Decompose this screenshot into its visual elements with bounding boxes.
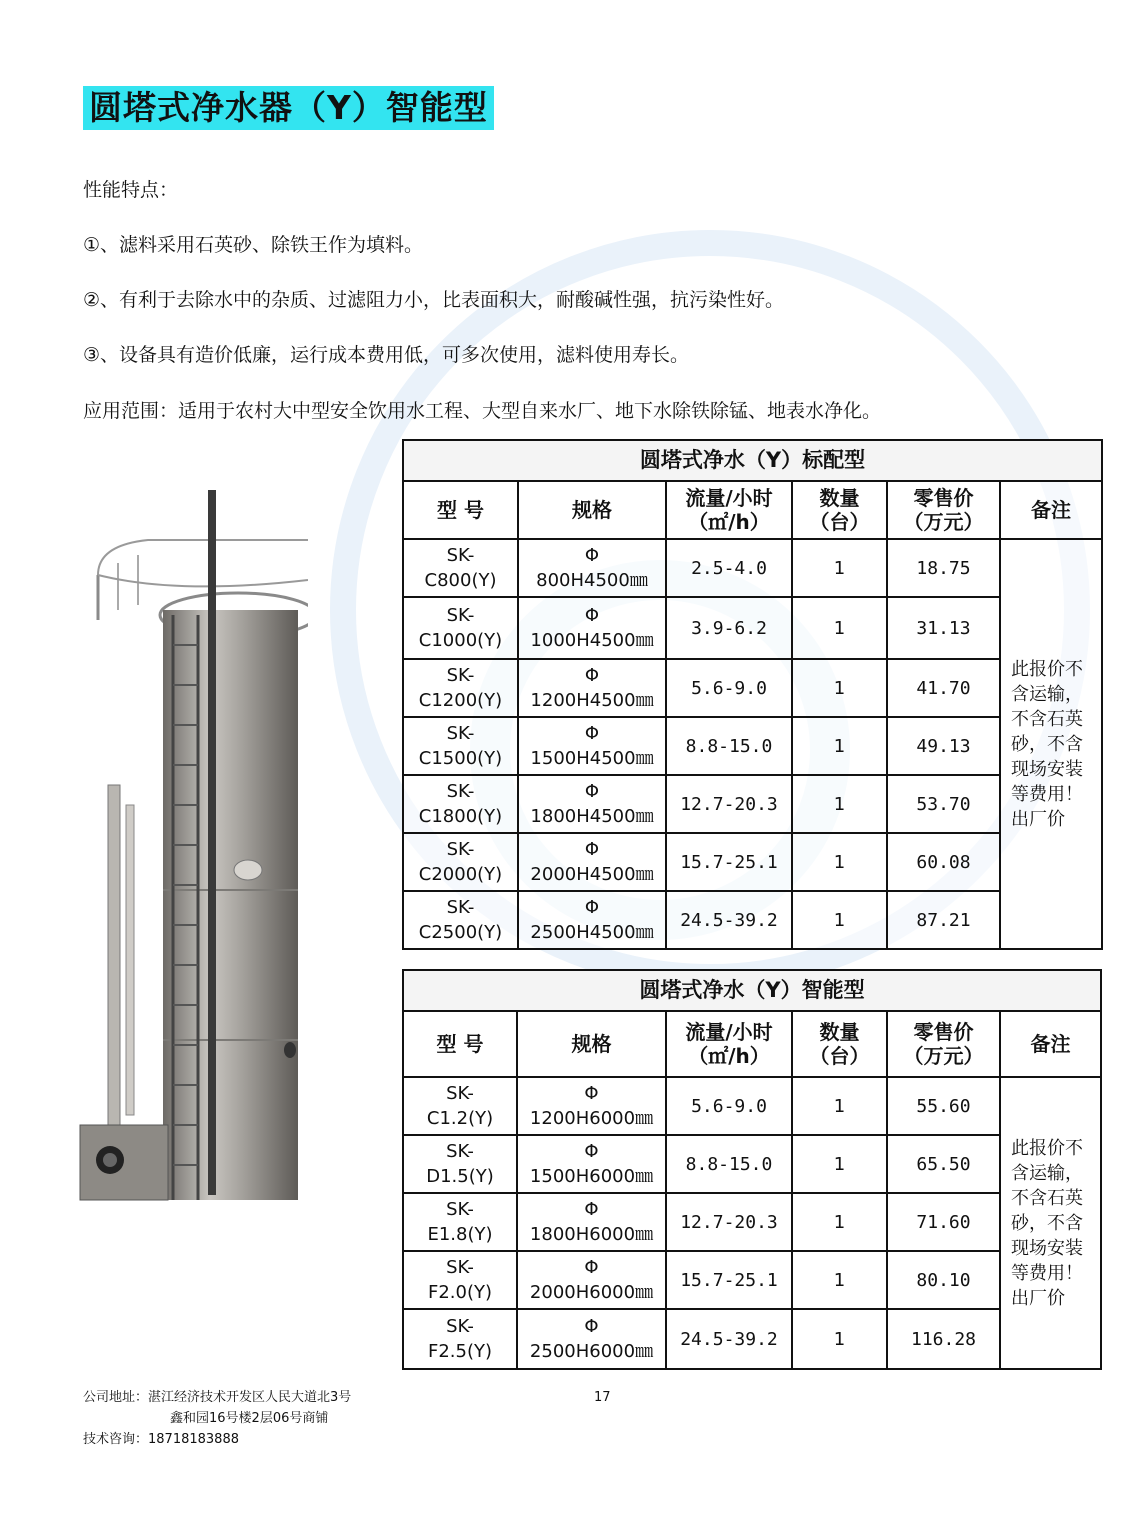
spec-cell: Φ [584,781,600,802]
table-row [403,833,1102,891]
qty-cell: 1 [792,539,887,597]
price-cell: 87.21 [887,891,1000,949]
header-qty-label: 数量 [819,1020,860,1044]
header-model-label: 型 号 [437,498,484,522]
spec-cell: Φ [584,723,600,744]
header-spec-label: 规格 [572,498,612,522]
table-row [403,659,1102,717]
price-cell: 31.13 [887,597,1000,659]
feature-item-3: ③、设备具有造价低廉，运行成本费用低，可多次使用，滤料使用寿长。 [83,344,690,366]
model-cell: SK- [446,605,475,626]
header-note [1000,1011,1101,1077]
model-cell: SK- [446,1257,474,1278]
header-price-label: 零售价 [913,1020,974,1044]
note-cell: 此报价不含运输，不含石英砂，不含现场安装等费用！出厂价 [1000,1077,1101,1369]
page-title: 圆塔式净水器（Y）智能型 [83,86,494,130]
flow-cell: 5.6-9.0 [666,1077,792,1135]
header-model-label: 型 号 [436,1032,484,1056]
model-cell: C1200(Y) [418,690,503,711]
header-model [403,481,518,539]
qty-cell: 1 [792,833,887,891]
header-spec-label: 规格 [571,1032,612,1056]
price-cell: 65.50 [887,1135,1000,1193]
spec-cell: Φ [584,1141,599,1162]
model-cell: SK- [446,1199,474,1220]
qty-cell: 1 [792,1251,887,1309]
spec-cell: Φ [584,1257,599,1278]
spec-cell: 1500H6000㎜ [529,1166,654,1187]
spec-cell: Φ [584,1199,599,1220]
model-cell: SK- [446,723,475,744]
model-cell: E1.8(Y) [427,1224,493,1245]
flow-cell: 24.5-39.2 [666,1309,792,1369]
price-table-standard [402,439,1103,950]
header-flow-unit: （㎡/h） [688,1044,770,1068]
spec-cell: Φ [584,1083,599,1104]
flow-cell: 3.9-6.2 [666,597,792,659]
price-cell: 80.10 [887,1251,1000,1309]
footer-phone: 技术咨询：18718183888 [83,1432,239,1447]
table-row [403,1309,1101,1369]
table-row [403,1193,1101,1251]
spec-cell: 1200H6000㎜ [529,1108,654,1129]
model-cell: C1000(Y) [418,630,503,651]
model-cell: F2.0(Y) [427,1282,493,1303]
model-cell: F2.5(Y) [427,1341,493,1362]
model-cell: D1.5(Y) [426,1166,494,1187]
spec-cell: 2000H4500㎜ [530,864,654,885]
spec-cell: 2500H4500㎜ [530,922,654,943]
qty-cell: 1 [792,1077,887,1135]
qty-cell: 1 [792,1309,887,1369]
header-flow [666,481,792,539]
spec-cell: 1800H4500㎜ [530,806,654,827]
spec-cell: Φ [584,897,600,918]
flow-cell: 15.7-25.1 [666,833,792,891]
model-cell: C800(Y) [424,570,497,591]
spec-cell: Φ [584,665,600,686]
header-price-label: 零售价 [913,486,974,510]
flow-cell: 15.7-25.1 [666,1251,792,1309]
feature-item-1: ①、滤料采用石英砂、除铁王作为填料。 [83,234,424,256]
spec-cell: 1200H4500㎜ [530,690,654,711]
model-cell: C2000(Y) [418,864,503,885]
table-caption: 圆塔式净水（Y）标配型 [403,440,1102,481]
price-cell: 41.70 [887,659,1000,717]
header-qty-label: 数量 [819,486,860,510]
header-flow-unit: （㎡/h） [688,510,770,534]
flow-cell: 12.7-20.3 [666,775,792,833]
qty-cell: 1 [792,597,887,659]
header-price-unit: （万元） [903,510,984,534]
table-row [403,539,1102,597]
model-cell: C2500(Y) [418,922,503,943]
model-cell: C1.2(Y) [426,1108,494,1129]
table-row [403,1251,1101,1309]
model-cell: SK- [446,1083,474,1104]
qty-cell: 1 [792,775,887,833]
header-note-label: 备注 [1030,1032,1071,1056]
header-flow-label: 流量/小时 [685,1020,773,1044]
header-qty [792,481,887,539]
header-note [1000,481,1102,539]
price-cell: 55.60 [887,1077,1000,1135]
model-cell: C1800(Y) [418,806,503,827]
qty-cell: 1 [792,891,887,949]
table-row [403,717,1102,775]
spec-cell: Φ [584,605,600,626]
note-cell: 此报价不含运输，不含石英砂，不含现场安装等费用！出厂价 [1000,539,1102,949]
price-cell: 53.70 [887,775,1000,833]
header-price-unit: （万元） [903,1044,984,1068]
table-row [403,775,1102,833]
footer-address-line1: 公司地址：湛江经济技术开发区人民大道北3号 [83,1390,352,1405]
header-model [403,1011,517,1077]
flow-cell: 8.8-15.0 [666,717,792,775]
qty-cell: 1 [792,1135,887,1193]
flow-cell: 8.8-15.0 [666,1135,792,1193]
application-scope: 应用范围：适用于农村大中型安全饮用水工程、大型自来水厂、地下水除铁除锰、地表水净化。 [83,400,882,422]
table-row [403,891,1102,949]
qty-cell: 1 [792,717,887,775]
price-cell: 71.60 [887,1193,1000,1251]
table-header-row [403,1011,1101,1077]
header-qty-unit: （台） [809,510,870,534]
header-note-label: 备注 [1031,498,1071,522]
qty-cell: 1 [792,659,887,717]
flow-cell: 2.5-4.0 [666,539,792,597]
header-spec [518,481,666,539]
spec-cell: 1800H6000㎜ [529,1224,654,1245]
model-cell: SK- [446,781,475,802]
header-flow [666,1011,792,1077]
features-heading: 性能特点： [83,179,179,201]
price-cell: 116.28 [887,1309,1000,1369]
footer-address-line2: 鑫和园16号楼2层06号商铺 [170,1411,329,1426]
model-cell: SK- [446,839,475,860]
spec-cell: 1000H4500㎜ [530,630,654,651]
header-qty-unit: （台） [809,1044,870,1068]
model-cell: SK- [446,1316,474,1337]
flow-cell: 12.7-20.3 [666,1193,792,1251]
table-header-row [403,481,1102,539]
spec-cell: 2500H6000㎜ [529,1341,654,1362]
price-cell: 60.08 [887,833,1000,891]
header-price [887,481,1000,539]
header-spec [517,1011,666,1077]
model-cell: SK- [446,545,475,566]
table-row [403,1077,1101,1135]
price-table-smart [402,969,1102,1370]
model-cell: SK- [446,897,475,918]
spec-cell: 800H4500㎜ [536,570,648,591]
header-price [887,1011,1000,1077]
spec-cell: 1500H4500㎜ [530,748,654,769]
model-cell: SK- [446,1141,474,1162]
flow-cell: 5.6-9.0 [666,659,792,717]
table-row [403,1135,1101,1193]
spec-cell: Φ [584,839,600,860]
qty-cell: 1 [792,1193,887,1251]
spec-cell: Φ [584,545,600,566]
price-cell: 18.75 [887,539,1000,597]
water-tower-photo [78,485,308,1205]
model-cell: C1500(Y) [418,748,503,769]
model-cell: SK- [446,665,475,686]
header-qty [792,1011,887,1077]
table-row [403,597,1102,659]
header-flow-label: 流量/小时 [685,486,773,510]
flow-cell: 24.5-39.2 [666,891,792,949]
spec-cell: 2000H6000㎜ [529,1282,654,1303]
table-caption: 圆塔式净水（Y）智能型 [403,970,1101,1011]
feature-item-2: ②、有利于去除水中的杂质、过滤阻力小，比表面积大，耐酸碱性强，抗污染性好。 [83,289,785,311]
spec-cell: Φ [584,1316,599,1337]
page-number: 17 [594,1390,611,1405]
price-cell: 49.13 [887,717,1000,775]
